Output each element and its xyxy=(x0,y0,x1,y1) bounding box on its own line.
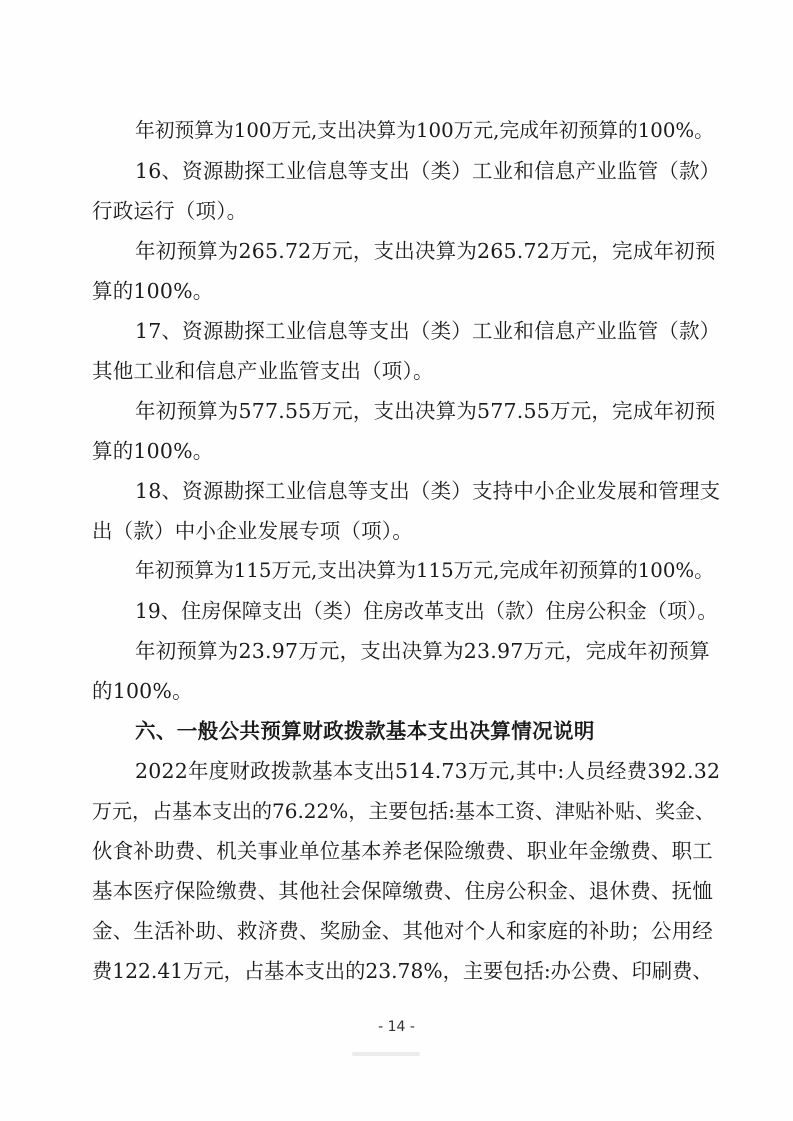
paragraph-line: 出（款）中小企业发展专项（项）。 xyxy=(92,519,413,543)
paragraph-line: 年初预算为115万元,支出决算为115万元,完成年初预算的100%。 xyxy=(135,559,714,582)
section-heading: 六、一般公共预算财政拨款基本支出决算情况说明 xyxy=(135,719,595,743)
paragraph-line: 万元，占基本支出的76.22%，主要包括:基本工资、津贴补贴、奖金、 xyxy=(92,799,715,823)
paragraph-line: 算的100%。 xyxy=(92,439,214,463)
paragraph-line: 算的100%。 xyxy=(92,279,214,303)
scan-smudge xyxy=(352,1052,420,1056)
paragraph-line: 基本医疗保险缴费、其他社会保障缴费、住房公积金、退休费、抚恤 xyxy=(92,879,713,903)
paragraph-line: 年初预算为23.97万元，支出决算为23.97万元，完成年初预算 xyxy=(135,639,710,663)
paragraph-line: 的100%。 xyxy=(92,679,193,703)
page-number: - 14 - xyxy=(378,1019,415,1035)
paragraph-line: 费122.41万元，占基本支出的23.78%，主要包括:办公费、印刷费、 xyxy=(92,959,713,983)
paragraph-line: 行政运行（项）。 xyxy=(92,199,248,223)
paragraph-line: 年初预算为265.72万元，支出决算为265.72万元，完成年初预 xyxy=(135,239,716,263)
paragraph-line: 年初预算为577.55万元，支出决算为577.55万元，完成年初预 xyxy=(135,399,716,423)
paragraph-line: 16、资源勘探工业信息等支出（类）工业和信息产业监管（款） xyxy=(135,159,721,183)
paragraph-line: 2022年度财政拨款基本支出514.73万元,其中:人员经费392.32 xyxy=(135,759,721,783)
paragraph-line: 年初预算为100万元,支出决算为100万元,完成年初预算的100%。 xyxy=(135,119,714,142)
paragraph-line: 17、资源勘探工业信息等支出（类）工业和信息产业监管（款） xyxy=(135,319,721,343)
paragraph-line: 其他工业和信息产业监管支出（项）。 xyxy=(92,359,434,383)
paragraph-line: 18、资源勘探工业信息等支出（类）支持中小企业发展和管理支 xyxy=(135,479,721,503)
paragraph-line: 金、生活补助、救济费、奖励金、其他对个人和家庭的补助；公用经 xyxy=(92,919,713,943)
paragraph-line: 19、住房保障支出（类）住房改革支出（款）住房公积金（项）。 xyxy=(135,599,718,623)
paragraph-line: 伙食补助费、机关事业单位基本养老保险缴费、职业年金缴费、职工 xyxy=(92,839,713,863)
